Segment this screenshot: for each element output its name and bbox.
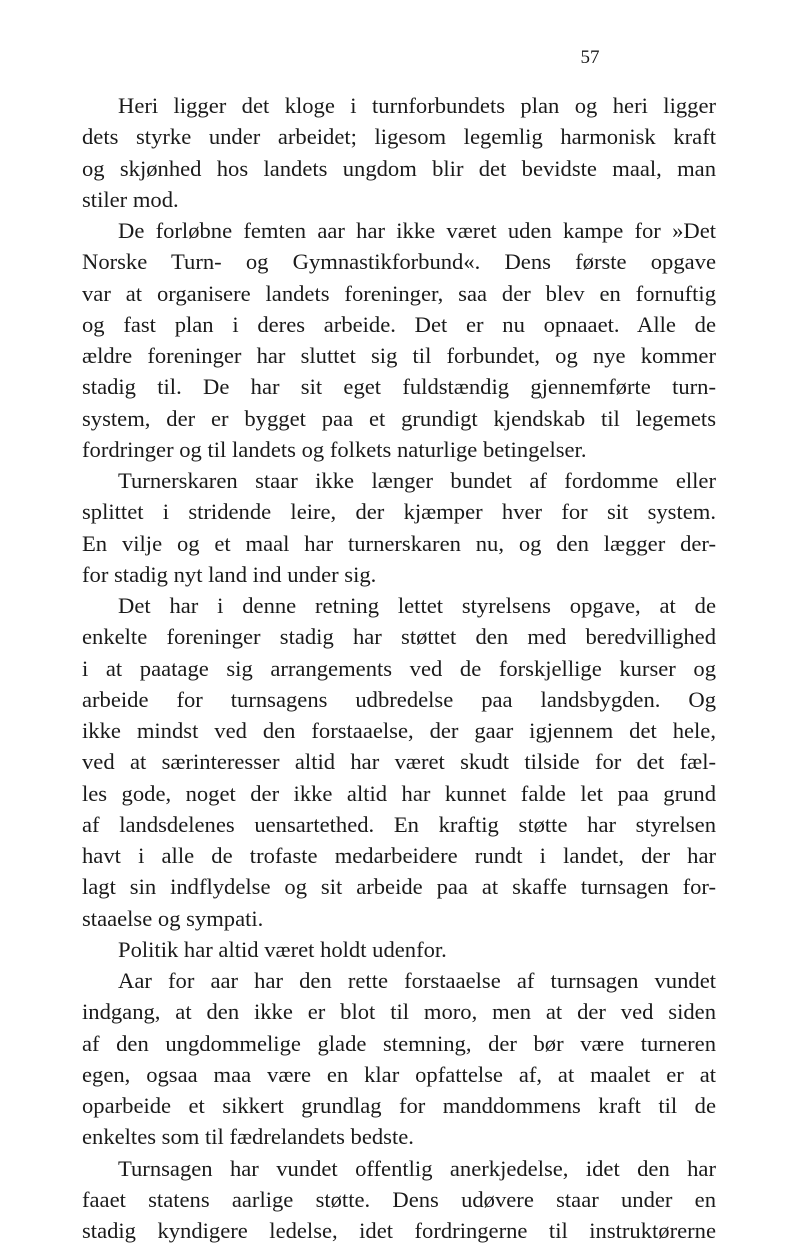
- text-line: ikke mindst ved den forstaaelse, der gaar igjennem det hele,: [82, 715, 716, 746]
- text-line: og skjønhed hos landets ungdom blir det bevidste maal, man: [82, 153, 716, 184]
- paragraph: [82, 90, 716, 215]
- text-line: ved at særinteresser altid har været skudt tilside for det fæl-: [82, 746, 716, 777]
- text-line: fordringer og til landets og folkets naturlige betingelser.: [82, 434, 716, 465]
- paragraph: [82, 465, 716, 590]
- text-line: for stadig nyt land ind under sig.: [82, 559, 716, 590]
- text-line: Det har i denne retning lettet styrelsens opgave, at de: [82, 590, 716, 621]
- text-line: oparbeide et sikkert grundlag for manddommens kraft til de: [82, 1090, 716, 1121]
- text-line: En vilje og et maal har turnerskaren nu, og den lægger der-: [82, 528, 716, 559]
- text-line: arbeide for turnsagens udbredelse paa landsbygden. Og: [82, 684, 716, 715]
- text-line: faaet statens aarlige støtte. Dens udøvere staar under en: [82, 1184, 716, 1215]
- text-line: lagt sin indflydelse og sit arbeide paa at skaffe turnsagen for-: [82, 871, 716, 902]
- text-line: system, der er bygget paa et grundigt kjendskab til legemets: [82, 403, 716, 434]
- text-line: staaelse og sympati.: [82, 903, 716, 934]
- paragraph: [82, 1153, 716, 1246]
- paragraph: [82, 215, 716, 465]
- text-line: stadig kyndigere ledelse, idet fordringerne til instruktørerne: [82, 1215, 716, 1246]
- text-line: Turnerskaren staar ikke længer bundet af fordomme eller: [82, 465, 716, 496]
- text-line: stiler mod.: [82, 184, 716, 215]
- text-line: Aar for aar har den rette forstaaelse af turnsagen vundet: [82, 965, 716, 996]
- text-line: Politik har altid været holdt udenfor.: [82, 934, 716, 965]
- text-line: Turnsagen har vundet offentlig anerkjedelse, idet den har: [82, 1153, 716, 1184]
- text-line: enkeltes som til fædrelandets bedste.: [82, 1121, 716, 1152]
- text-line: af landsdelenes uensartethed. En kraftig støtte har styrelsen: [82, 809, 716, 840]
- paragraph: [82, 965, 716, 1153]
- text-line: havt i alle de trofaste medarbeidere rundt i landet, der har: [82, 840, 716, 871]
- text-line: les gode, noget der ikke altid har kunnet falde let paa grund: [82, 778, 716, 809]
- text-line: af den ungdommelige glade stemning, der bør være turneren: [82, 1028, 716, 1059]
- text-line: egen, ogsaa maa være en klar opfattelse af, at maalet er at: [82, 1059, 716, 1090]
- body-text: [82, 90, 716, 1246]
- text-line: indgang, at den ikke er blot til moro, men at der ved siden: [82, 996, 716, 1027]
- page-number: 57: [560, 46, 620, 70]
- text-line: Heri ligger det kloge i turnforbundets plan og heri ligger: [82, 90, 716, 121]
- text-line: enkelte foreninger stadig har støttet den med beredvillighed: [82, 621, 716, 652]
- text-line: splittet i stridende leire, der kjæmper hver for sit system.: [82, 496, 716, 527]
- text-line: ældre foreninger har sluttet sig til forbundet, og nye kommer: [82, 340, 716, 371]
- text-line: og fast plan i deres arbeide. Det er nu opnaaet. Alle de: [82, 309, 716, 340]
- paragraph: [82, 590, 716, 934]
- text-line: De forløbne femten aar har ikke været uden kampe for »Det: [82, 215, 716, 246]
- text-line: dets styrke under arbeidet; ligesom legemlig harmonisk kraft: [82, 121, 716, 152]
- text-line: i at paatage sig arrangements ved de forskjellige kurser og: [82, 653, 716, 684]
- text-line: var at organisere landets foreninger, saa der blev en fornuftig: [82, 278, 716, 309]
- text-line: stadig til. De har sit eget fuldstændig gjennemførte turn-: [82, 371, 716, 402]
- text-line: Norske Turn- og Gymnastikforbund«. Dens første opgave: [82, 246, 716, 277]
- paragraph: [82, 934, 716, 965]
